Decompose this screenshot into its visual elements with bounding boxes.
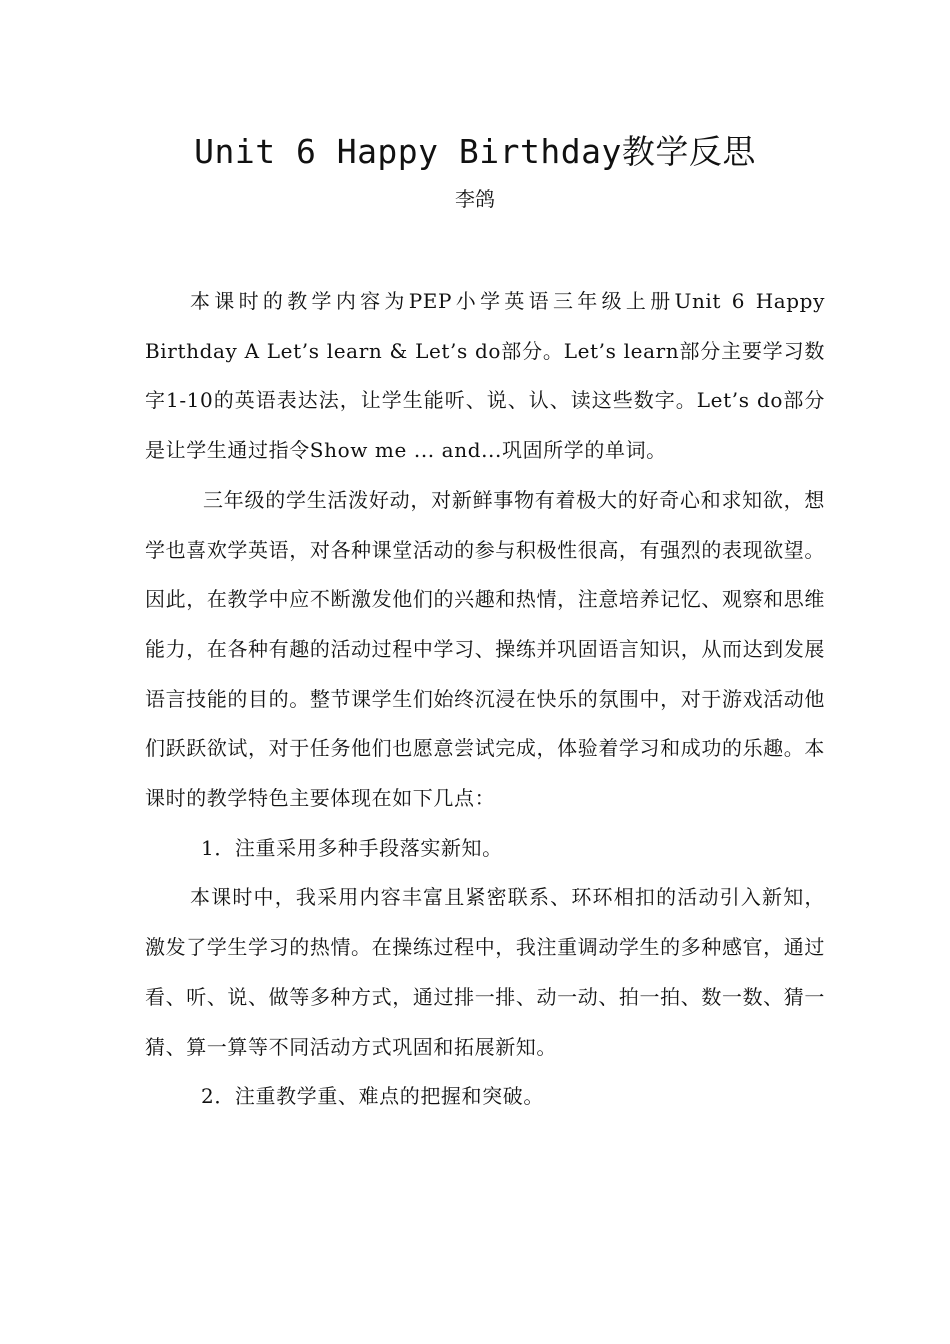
paragraph-methods: 本课时中，我采用内容丰富且紧密联系、环环相扣的活动引入新知，激发了学生学习的热情。在操练过程中，我注重调动学生的多种感官，通过看、听、说、做等多种方式，通过排一排、动一动、拍一拍、数一数、猜一猜、算一算等不同活动方式巩固和拓展新知。	[145, 885, 825, 1059]
author-name: 李鸽	[455, 187, 495, 211]
list-item-2: 2．注重教学重、难点的把握和突破。	[201, 1084, 544, 1109]
paragraph-students: 三年级的学生活泼好动，对新鲜事物有着极大的好奇心和求知欲，想学也喜欢学英语，对各种课堂活动的参与积极性很高，有强烈的表现欲望。因此，在教学中应不断激发他们的兴趣和热情，注意培养记忆、观察和思维能力，在各种有趣的活动过程中学习、操练并巩固语言知识，从而达到发展语言技能的目的。整节课学生们始终沉浸在快乐的氛围中，对于游戏活动他们跃跃欲试，对于任务他们也愿意尝试完成，体验着学习和成功的乐趣。本课时的教学特色主要体现在如下几点：	[145, 487, 825, 811]
document-title: Unit 6 Happy Birthday教学反思	[194, 132, 756, 171]
document-body	[145, 277, 825, 1122]
list-item-1: 1．注重采用多种手段落实新知。	[201, 835, 503, 860]
paragraph-intro: 本课时的教学内容为PEP小学英语三年级上册Unit 6 Happy Birthday A Let’s learn & Let’s do部分。Let’s learn部分主要学习数字1-10的英语表达法，让学生能听、说、认、读这些数字。Let’s do部分是让学生通过指令Show me ... and...巩固所学的单词。	[145, 289, 825, 463]
